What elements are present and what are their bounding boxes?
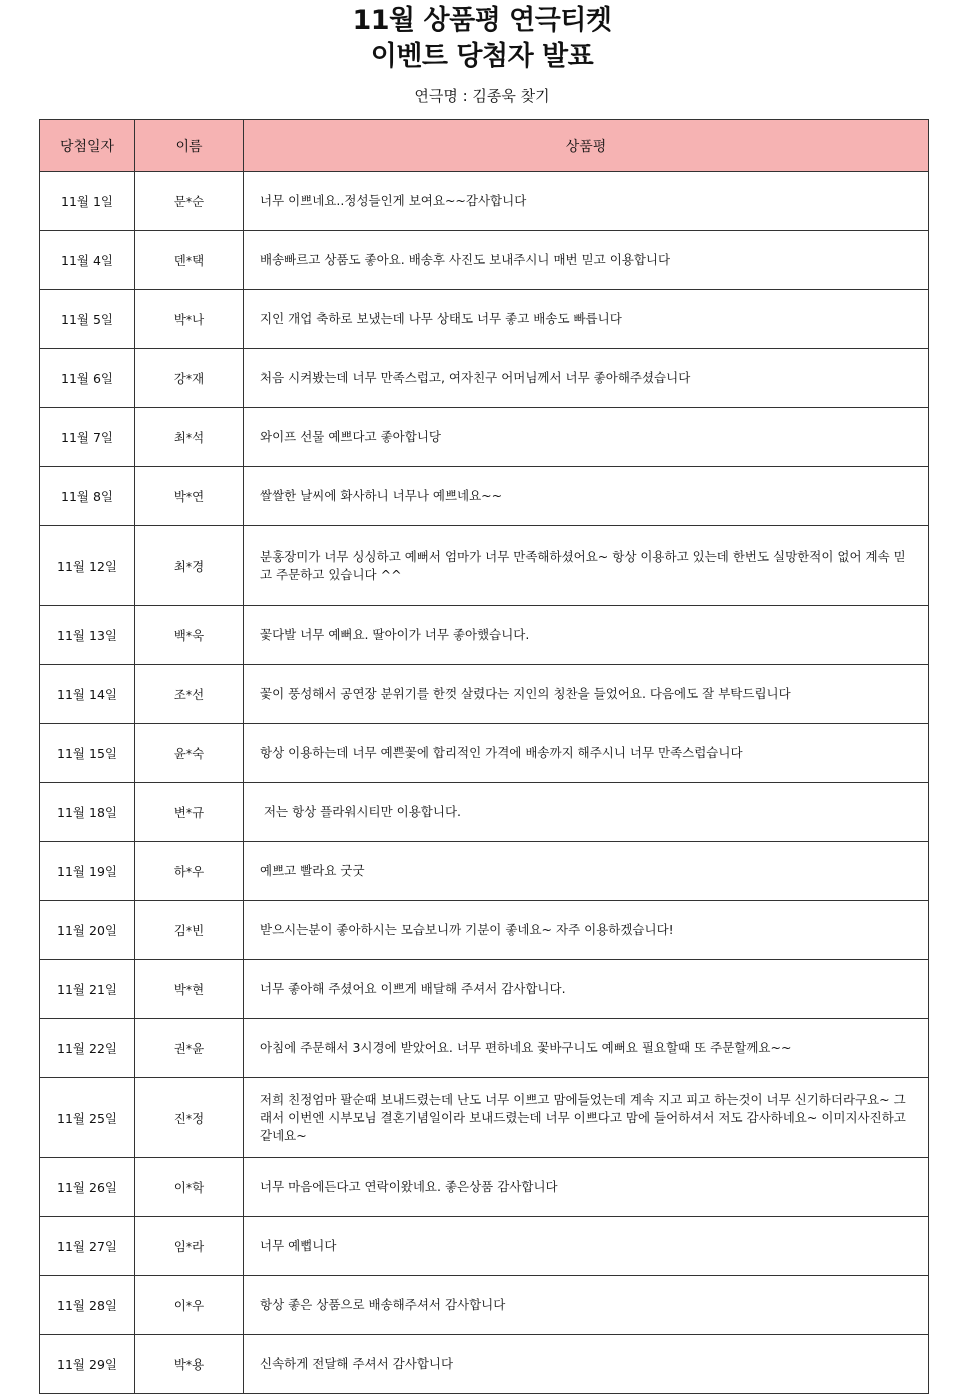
cell-review: 너무 이쁘네요..정성들인게 보여요~~감사합니다 (244, 172, 929, 231)
page-title-line2: 이벤트 당첨자 발표 (370, 41, 594, 72)
table-row (40, 290, 929, 349)
cell-review: 분홍장미가 너무 싱싱하고 예뻐서 엄마가 너무 만족해하셨어요~ 항상 이용하고 있는데 한번도 실망한적이 없어 계속 믿고 주문하고 있습니다 ^^ (244, 526, 929, 606)
cell-date: 11월 14일 (40, 665, 135, 724)
cell-review: 와이프 선물 예쁘다고 좋아합니당 (244, 408, 929, 467)
cell-name: 덴*택 (135, 231, 244, 290)
cell-review: 너무 좋아해 주셨어요 이쁘게 배달해 주셔서 감사합니다. (244, 960, 929, 1019)
table-row (40, 349, 929, 408)
page-title-line1: 11월 상품평 연극티켓 (352, 5, 612, 36)
cell-date: 11월 15일 (40, 724, 135, 783)
cell-date: 11월 19일 (40, 842, 135, 901)
winners-table (39, 119, 929, 1394)
cell-date: 11월 1일 (40, 172, 135, 231)
cell-name: 이*우 (135, 1276, 244, 1335)
table-row (40, 526, 929, 606)
cell-date: 11월 22일 (40, 1019, 135, 1078)
cell-name: 조*선 (135, 665, 244, 724)
cell-date: 11월 27일 (40, 1217, 135, 1276)
cell-review: 저는 항상 플라워시티만 이용합니다. (244, 783, 929, 842)
table-row (40, 1078, 929, 1158)
cell-date: 11월 13일 (40, 606, 135, 665)
cell-name: 박*현 (135, 960, 244, 1019)
cell-name: 하*우 (135, 842, 244, 901)
cell-date: 11월 20일 (40, 901, 135, 960)
cell-date: 11월 26일 (40, 1158, 135, 1217)
table-row (40, 724, 929, 783)
cell-review: 예쁘고 빨라요 굿굿 (244, 842, 929, 901)
cell-review: 너무 마음에든다고 연락이왔네요. 좋은상품 감사합니다 (244, 1158, 929, 1217)
cell-date: 11월 7일 (40, 408, 135, 467)
cell-name: 권*윤 (135, 1019, 244, 1078)
table-row (40, 842, 929, 901)
cell-date: 11월 29일 (40, 1335, 135, 1394)
cell-name: 진*정 (135, 1078, 244, 1158)
cell-date: 11월 12일 (40, 526, 135, 606)
table-row (40, 1217, 929, 1276)
play-name-subtitle: 연극명 : 김종욱 찾기 (414, 87, 550, 105)
cell-name: 강*재 (135, 349, 244, 408)
cell-review: 아침에 주문해서 3시경에 받았어요. 너무 편하네요 꽃바구니도 예뻐요 필요할때 또 주문할께요~~ (244, 1019, 929, 1078)
cell-review: 저희 친정엄마 팔순때 보내드렸는데 난도 너무 이쁘고 맘에들었는데 계속 지고 피고 하는것이 너무 신기하더라구요~ 그래서 이번엔 시부모님 결혼기념일이라 보내드렸는데 너무 이쁘다고 맘에 들어하셔서 저도 감사하네요~ 이미지사진하고 같네요~ (244, 1078, 929, 1158)
cell-name: 문*순 (135, 172, 244, 231)
cell-review: 꽃다발 너무 예뻐요. 딸아이가 너무 좋아했습니다. (244, 606, 929, 665)
cell-review: 지인 개업 축하로 보냈는데 나무 상태도 너무 좋고 배송도 빠릅니다 (244, 290, 929, 349)
header-name: 이름 (135, 120, 244, 172)
table-row (40, 231, 929, 290)
cell-date: 11월 5일 (40, 290, 135, 349)
cell-date: 11월 28일 (40, 1276, 135, 1335)
cell-name: 최*석 (135, 408, 244, 467)
cell-name: 김*빈 (135, 901, 244, 960)
cell-date: 11월 25일 (40, 1078, 135, 1158)
table-row (40, 901, 929, 960)
table-row (40, 960, 929, 1019)
cell-review: 꽃이 풍성해서 공연장 분위기를 한껏 살렸다는 지인의 칭찬을 들었어요. 다음에도 잘 부탁드립니다 (244, 665, 929, 724)
cell-date: 11월 4일 (40, 231, 135, 290)
table-row (40, 606, 929, 665)
cell-review: 받으시는분이 좋아하시는 모습보니까 기분이 좋네요~ 자주 이용하겠습니다! (244, 901, 929, 960)
cell-name: 최*경 (135, 526, 244, 606)
cell-review: 배송빠르고 상품도 좋아요. 배송후 사진도 보내주시니 매번 믿고 이용합니다 (244, 231, 929, 290)
table-row (40, 1158, 929, 1217)
table-row (40, 408, 929, 467)
table-row (40, 1019, 929, 1078)
table-row (40, 1335, 929, 1394)
header-date: 당첨일자 (40, 120, 135, 172)
cell-review: 쌀쌀한 날씨에 화사하니 너무나 예쁘네요~~ (244, 467, 929, 526)
table-row (40, 783, 929, 842)
cell-date: 11월 21일 (40, 960, 135, 1019)
cell-review: 처음 시켜봤는데 너무 만족스럽고, 여자친구 어머님께서 너무 좋아해주셨습니다 (244, 349, 929, 408)
header-review: 상품평 (244, 120, 929, 172)
cell-name: 박*용 (135, 1335, 244, 1394)
cell-name: 이*학 (135, 1158, 244, 1217)
table-header-row (40, 120, 929, 172)
cell-name: 임*라 (135, 1217, 244, 1276)
cell-date: 11월 8일 (40, 467, 135, 526)
cell-name: 박*나 (135, 290, 244, 349)
table-row (40, 1276, 929, 1335)
cell-review: 너무 예뻡니다 (244, 1217, 929, 1276)
cell-name: 윤*숙 (135, 724, 244, 783)
cell-date: 11월 6일 (40, 349, 135, 408)
cell-review: 신속하게 전달해 주셔서 감사합니다 (244, 1335, 929, 1394)
cell-date: 11월 18일 (40, 783, 135, 842)
table-row (40, 665, 929, 724)
table-row (40, 467, 929, 526)
cell-review: 항상 좋은 상품으로 배송해주셔서 감사합니다 (244, 1276, 929, 1335)
cell-review: 항상 이용하는데 너무 예쁜꽃에 합리적인 가격에 배송까지 해주시니 너무 만족스럽습니다 (244, 724, 929, 783)
table-row (40, 172, 929, 231)
cell-name: 박*연 (135, 467, 244, 526)
cell-name: 변*규 (135, 783, 244, 842)
cell-name: 백*욱 (135, 606, 244, 665)
